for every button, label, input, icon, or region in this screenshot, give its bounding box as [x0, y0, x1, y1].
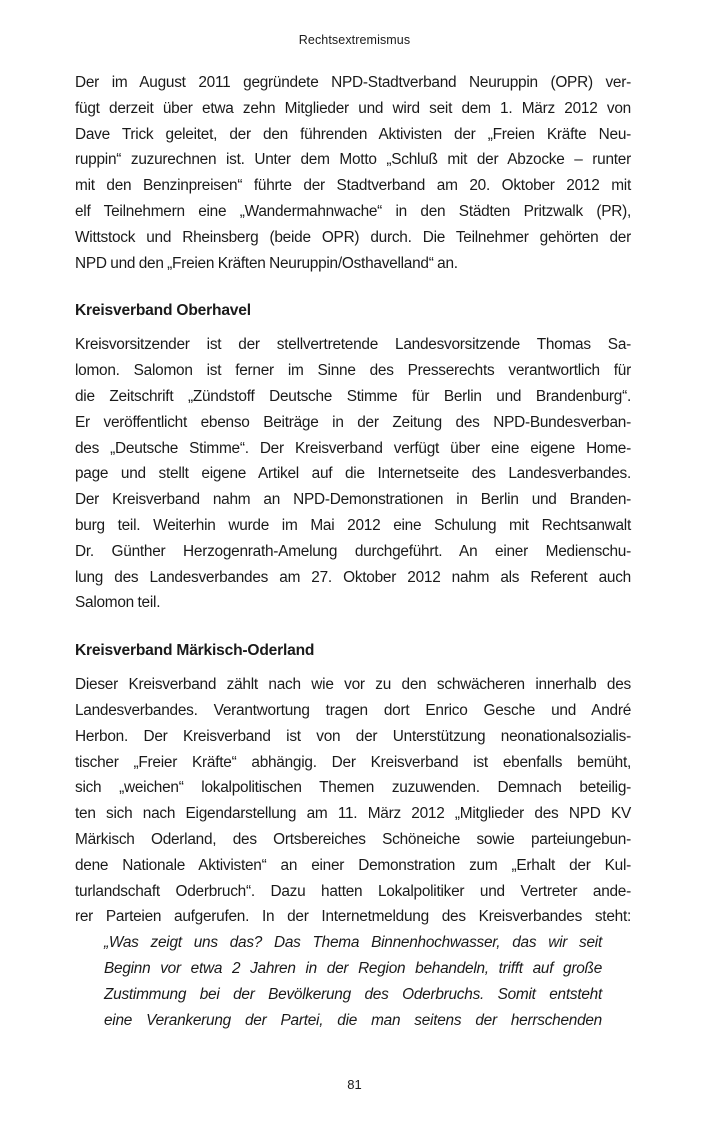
paragraph-kreisverband-oberhavel: [75, 332, 631, 616]
quote-line: „Was zeigt uns das? Das Thema Binnenhochwasser, das wir seit: [104, 934, 602, 952]
running-header: Rechtsextremismus: [298, 33, 411, 47]
text-line: die Zeitschrift „Zündstoff Deutsche Stimme für Berlin und Brandenburg“.: [75, 387, 631, 405]
text-line: burg teil. Weiterhin wurde im Mai 2012 eine Schulung mit Rechtsanwalt: [75, 516, 631, 534]
text-line: NPD und den „Freien Kräften Neuruppin/Osthavelland“ an.: [75, 254, 458, 272]
text-line: Herbon. Der Kreisverband ist von der Unterstützung neonationalsozialis-: [75, 727, 631, 745]
text-line: Er veröffentlicht ebenso Beiträge in der Zeitung des NPD-Bundesverban-: [75, 413, 631, 431]
text-line: Kreisvorsitzender ist der stellvertretende Landesvorsitzende Thomas Sa-: [75, 336, 631, 354]
text-line: ten sich nach Eigendarstellung am 11. März 2012 „Mitglieder des NPD KV: [75, 805, 631, 823]
text-line: fügt derzeit über etwa zehn Mitglieder und wird seit dem 1. März 2012 von: [75, 99, 631, 117]
text-line: rer Parteien aufgerufen. In der Internetmeldung des Kreisverbandes steht:: [75, 908, 631, 926]
text-line: ruppin“ zuzurechnen ist. Unter dem Motto „Schluß mit der Abzocke – runter: [75, 151, 631, 169]
text-line: Wittstock und Rheinsberg (beide OPR) durch. Die Teilnehmer gehörten der: [75, 228, 631, 246]
text-line: turlandschaft Oderbruch“. Dazu hatten Lokalpolitiker und Vertreter ande-: [75, 882, 631, 900]
quote-line: Beginn vor etwa 2 Jahren in der Region behandeln, trifft auf große: [104, 960, 602, 978]
text-line: page und stellt eigene Artikel auf die Internetseite des Landesverbandes.: [75, 465, 631, 483]
text-line: Märkisch Oderland, des Ortsbereiches Schöneiche sowie parteiungebun-: [75, 830, 631, 848]
page-number: 81: [347, 1077, 362, 1092]
text-line: Der im August 2011 gegründete NPD-Stadtverband Neuruppin (OPR) ver-: [75, 74, 631, 91]
page-body: [75, 70, 631, 1034]
text-line: Der Kreisverband nahm an NPD-Demonstrationen in Berlin und Branden-: [75, 491, 631, 509]
text-line: Dieser Kreisverband zählt nach wie vor zu den schwächeren innerhalb des: [75, 676, 631, 694]
text-line: Salomon teil.: [75, 594, 161, 612]
text-line: Dr. Günther Herzogenrath-Amelung durchgeführt. An einer Medienschu-: [75, 542, 631, 560]
text-line: tischer „Freier Kräfte“ abhängig. Der Kreisverband ist ebenfalls bemüht,: [75, 753, 631, 771]
block-quote: [104, 930, 602, 1034]
paragraph-stadtverband-neuruppin: [75, 70, 631, 276]
text-line: Dave Trick geleitet, der den führenden Aktivisten der „Freien Kräfte Neu-: [75, 125, 631, 143]
text-line: Landesverbandes. Verantwortung tragen dort Enrico Gesche und André: [75, 701, 631, 719]
paragraph-kreisverband-maerkisch-oderland: [75, 672, 631, 930]
text-line: sich „weichen“ lokalpolitischen Themen zuzuwenden. Demnach beteilig-: [75, 779, 631, 797]
text-line: elf Teilnehmern eine „Wandermahnwache“ in den Städten Pritzwalk (PR),: [75, 202, 631, 220]
section-heading-oberhavel: Kreisverband Oberhavel: [75, 302, 251, 320]
text-line: des „Deutsche Stimme“. Der Kreisverband verfügt über eine eigene Home-: [75, 439, 631, 457]
section-heading-maerkisch-oderland: Kreisverband Märkisch-Oderland: [75, 642, 315, 660]
text-line: lung des Landesverbandes am 27. Oktober 2012 nahm als Referent auch: [75, 568, 631, 586]
text-line: lomon. Salomon ist ferner im Sinne des Presserechts verantwortlich für: [75, 362, 631, 380]
quote-line: eine Verankerung der Partei, die man seitens der herrschenden: [104, 1012, 602, 1030]
text-line: dene Nationale Aktivisten“ an einer Demonstration zum „Erhalt der Kul-: [75, 856, 631, 874]
text-line: mit den Benzinpreisen“ führte der Stadtverband am 20. Oktober 2012 mit: [75, 177, 631, 195]
quote-line: Zustimmung bei der Bevölkerung des Oderbruchs. Somit entsteht: [104, 986, 602, 1004]
